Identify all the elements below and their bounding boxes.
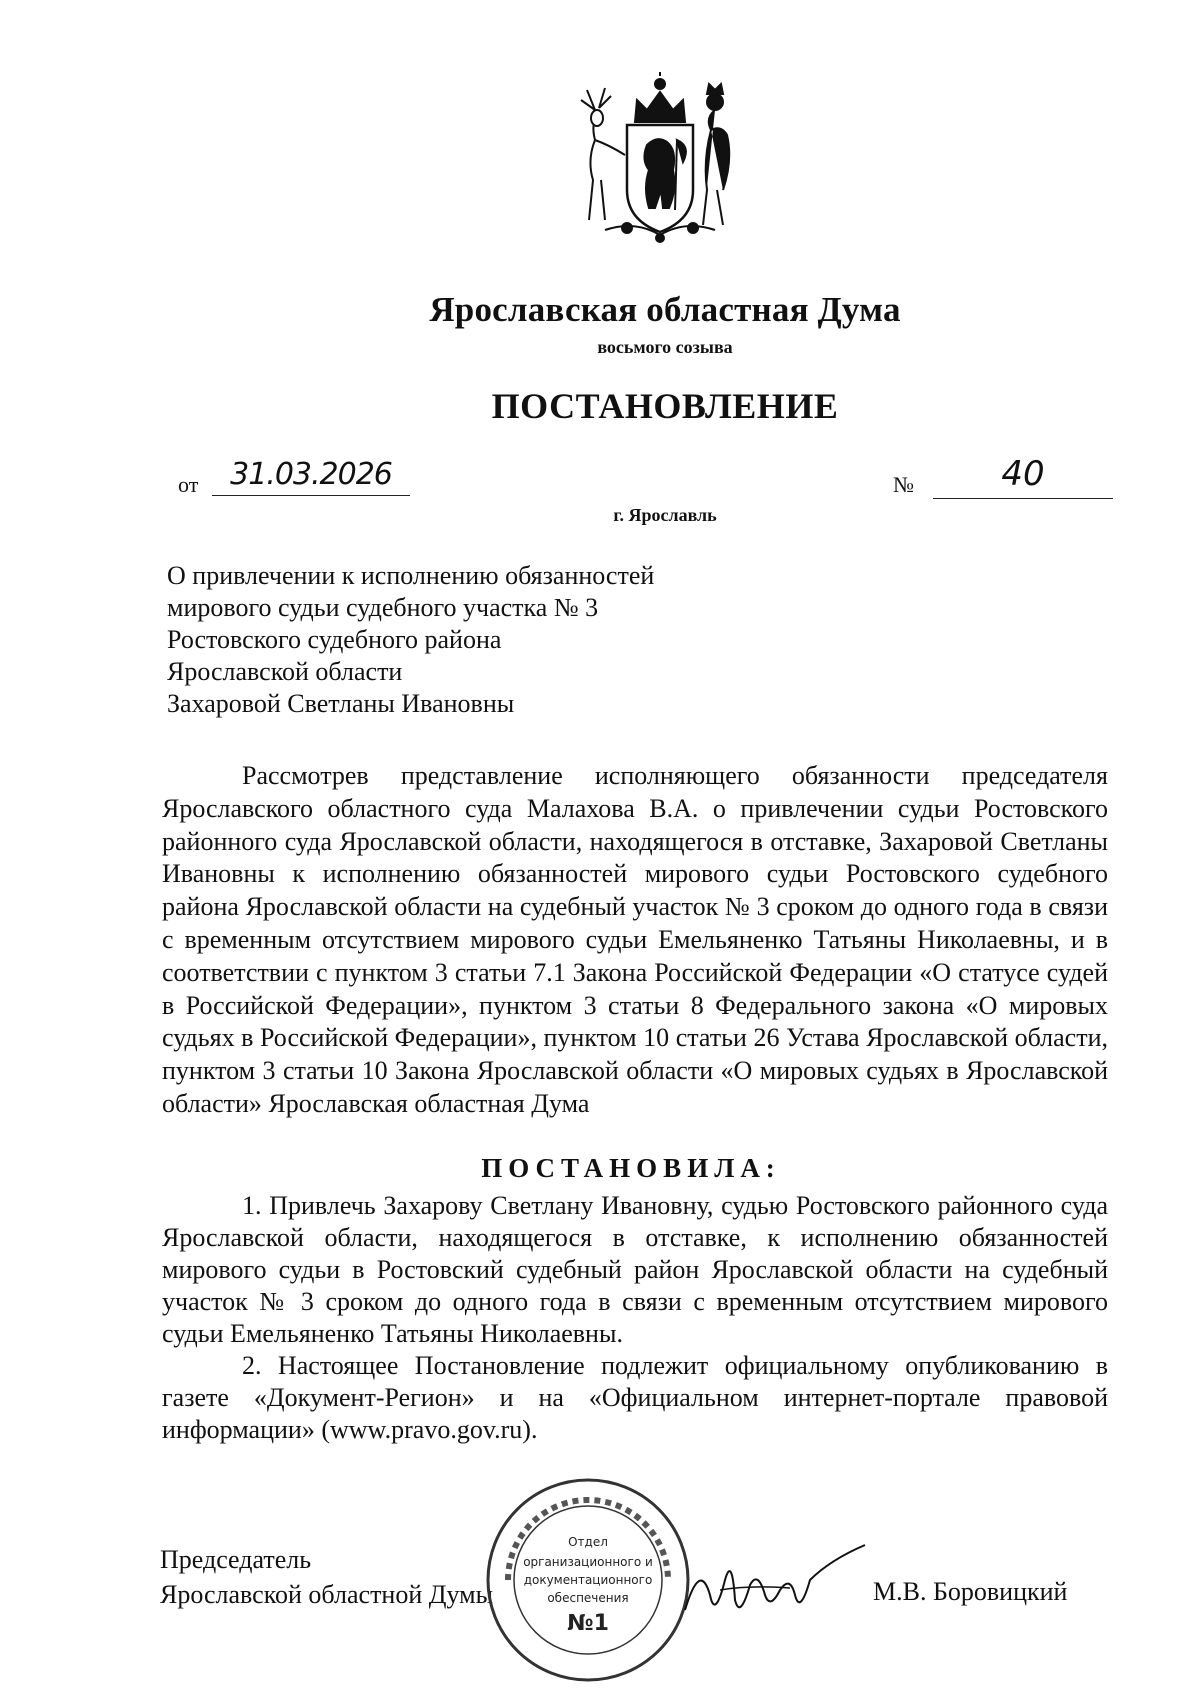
signer-title-line: Ярославской областной Думы xyxy=(160,1580,494,1609)
official-stamp xyxy=(478,1470,698,1690)
date-label: от xyxy=(178,472,199,497)
subject-line: О привлечении к исполнению обязанностей xyxy=(167,561,655,590)
stamp-number: №1 xyxy=(567,1611,609,1636)
handwritten-date: 31.03.2026 xyxy=(212,455,410,496)
stamp-line: документационного xyxy=(523,1573,653,1587)
organization-name: Ярославская областная Дума xyxy=(429,290,901,329)
convocation-label: восьмого созыва xyxy=(597,337,733,357)
subject-line: Ярославской области xyxy=(167,657,403,686)
decision-item: 1. Привлечь Захарову Светлану Ивановну, судью Ростовского районного суда Ярославской области, находящегося в отставке, к исполнению обязанностей мирового судьи в Ростовский судебный район Ярославской области на судебный участок № 3 сроком до одного года в связи с временным отсутствием мирового судьи Емельяненко Татьяны Николаевны. xyxy=(162,1191,1108,1348)
subject-line: Захаровой Светланы Ивановны xyxy=(167,689,515,718)
coat-of-arms-emblem xyxy=(565,70,755,245)
signer-title-line: Председатель xyxy=(160,1545,312,1574)
decision-item: 2. Настоящее Постановление подлежит официальному опубликованию в газете «Документ-Регион» и на «Официальном интернет-портале правовой информации» (www.pravo.gov.ru). xyxy=(162,1351,1108,1444)
subject-line: мирового судьи судебного участка № 3 xyxy=(167,593,599,622)
document-type-title: ПОСТАНОВЛЕНИЕ xyxy=(491,386,839,426)
resolved-heading: ПОСТАНОВИЛА: xyxy=(481,1153,781,1183)
stamp-line: обеспечения xyxy=(547,1591,629,1605)
preamble-block xyxy=(162,760,1108,1121)
city-label: г. Ярославль xyxy=(613,505,717,525)
preamble-paragraph: Рассмотрев представление исполняющего обязанности председателя Ярославского областного суда Малахова В.А. о привлечении судьи Ростовского районного суда Ярославской области, находящегося в отставке, Захаровой Светланы Ивановны к исполнению обязанностей мирового судьи Ростовского судебного района Ярославской области на судебный участок № 3 сроком до одного года в связи с временным отсутствием мирового судьи Емельяненко Татьяны Николаевны, и в соответствии с пунктом 3 статьи 7.1 Закона Российской Федерации «О статусе судей в Российской Федерации», пунктом 3 статьи 8 Федерального закона «О мировых судьях в Российской Федерации», пунктом 10 статьи 26 Устава Ярославской области, пунктом 3 статьи 10 Закона Ярославской области «О мировых судьях в Ярославской области» Ярославская областная Дума xyxy=(162,761,1108,1118)
number-label: № xyxy=(893,472,914,497)
signer-title xyxy=(160,1542,493,1612)
handwritten-number: 40 xyxy=(933,452,1113,499)
subject-line: Ростовского судебного района xyxy=(167,625,502,654)
document-subject xyxy=(167,560,654,720)
signer-name: М.В. Боровицкий xyxy=(873,1577,1068,1606)
stamp-line: организационного и xyxy=(523,1555,653,1569)
handwritten-signature xyxy=(680,1540,870,1630)
stamp-line: Отдел xyxy=(568,1535,608,1549)
decisions-block xyxy=(162,1190,1108,1446)
